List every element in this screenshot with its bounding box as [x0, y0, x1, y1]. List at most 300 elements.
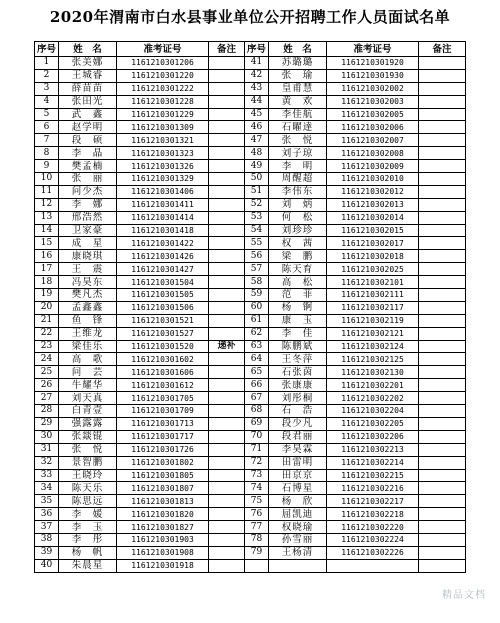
- note-cell: [419, 185, 466, 198]
- page-title: 2020年渭南市白水县事业单位公开招聘工作人员面试名单: [49, 8, 451, 26]
- note-cell: [209, 469, 245, 482]
- table-row: [35, 301, 466, 314]
- name-cell: 陈天乐: [59, 482, 117, 495]
- name-cell: 朱晨星: [59, 559, 117, 572]
- note-cell: [419, 160, 466, 173]
- name-cell: 石曜達: [269, 121, 327, 134]
- note-cell: [419, 469, 466, 482]
- exam-id-cell: 1161210301426: [117, 250, 209, 263]
- seq-cell: 71: [245, 443, 269, 456]
- note-cell: [209, 301, 245, 314]
- name-cell: 陈思远: [59, 495, 117, 508]
- seq-cell: 38: [35, 533, 59, 546]
- seq-cell: 73: [245, 469, 269, 482]
- note-cell: [419, 546, 466, 559]
- note-cell: [419, 340, 466, 353]
- note-cell: [209, 160, 245, 173]
- exam-id-cell: 1161210302006: [327, 121, 419, 134]
- exam-id-cell: 1161210301418: [117, 224, 209, 237]
- exam-id-cell: 1161210302002: [327, 82, 419, 95]
- exam-id-cell: 1161210301807: [117, 482, 209, 495]
- seq-cell: 48: [245, 147, 269, 160]
- note-cell: [209, 289, 245, 302]
- name-cell: 张 悦: [269, 134, 327, 147]
- exam-id-cell: 1161210301827: [117, 521, 209, 534]
- seq-cell: 79: [245, 546, 269, 559]
- exam-id-cell: 1161210302015: [327, 224, 419, 237]
- name-cell: 李佳航: [269, 108, 327, 121]
- table-row: [35, 134, 466, 147]
- note-cell: [209, 417, 245, 430]
- exam-id-cell: 1161210302216: [327, 482, 419, 495]
- seq-cell: 61: [245, 314, 269, 327]
- note-cell: 递补: [209, 340, 245, 353]
- exam-id-cell: 1161210302003: [327, 95, 419, 108]
- note-cell: [419, 69, 466, 82]
- note-cell: [419, 250, 466, 263]
- header-seq: 序号: [35, 42, 59, 57]
- seq-cell: 39: [35, 546, 59, 559]
- name-cell: 刘 炳: [269, 198, 327, 211]
- exam-id-cell: 1161210301602: [117, 353, 209, 366]
- seq-cell: 8: [35, 147, 59, 160]
- exam-id-cell: 1161210301713: [117, 417, 209, 430]
- seq-cell: 12: [35, 198, 59, 211]
- exam-id-cell: 1161210302008: [327, 147, 419, 160]
- note-cell: [419, 108, 466, 121]
- note-cell: [209, 353, 245, 366]
- note-cell: [209, 147, 245, 160]
- seq-cell: 5: [35, 108, 59, 121]
- name-cell: 石博星: [269, 482, 327, 495]
- name-cell: 问少杰: [59, 185, 117, 198]
- exam-id-cell: 1161210301220: [117, 69, 209, 82]
- header-exam-id: 准考证号: [117, 42, 209, 57]
- name-cell: 李 玉: [59, 521, 117, 534]
- exam-id-cell: 1161210302025: [327, 263, 419, 276]
- note-cell: [419, 237, 466, 250]
- table-row: [35, 173, 466, 186]
- table-row: [35, 521, 466, 534]
- name-cell: 孟鑫鑫: [59, 301, 117, 314]
- exam-id-cell: 1161210301321: [117, 134, 209, 147]
- seq-cell: 62: [245, 327, 269, 340]
- name-cell: 赵学明: [59, 121, 117, 134]
- note-cell: [419, 147, 466, 160]
- name-cell: 樊凡杰: [59, 289, 117, 302]
- note-cell: [209, 211, 245, 224]
- seq-cell: 26: [35, 379, 59, 392]
- name-cell: 薛苗苗: [59, 82, 117, 95]
- name-cell: 景智鹏: [59, 456, 117, 469]
- exam-id-cell: 1161210301229: [117, 108, 209, 121]
- note-cell: [209, 366, 245, 379]
- table-row: [35, 108, 466, 121]
- name-cell: 梁 鹏: [269, 250, 327, 263]
- exam-id-cell: 1161210301908: [117, 546, 209, 559]
- name-cell: 成 星: [59, 237, 117, 250]
- exam-id-cell: 1161210301520: [117, 340, 209, 353]
- name-cell: 陈天育: [269, 263, 327, 276]
- header-name: 姓 名: [59, 42, 117, 57]
- seq-cell: 28: [35, 405, 59, 418]
- name-cell: 刘子琼: [269, 147, 327, 160]
- seq-cell: 67: [245, 392, 269, 405]
- name-cell: 何 松: [269, 211, 327, 224]
- name-cell: 皇甫慧: [269, 82, 327, 95]
- table-row: [35, 482, 466, 495]
- name-cell: 段少凡: [269, 417, 327, 430]
- name-cell: 王维龙: [59, 327, 117, 340]
- seq-cell: 20: [35, 301, 59, 314]
- name-cell: 鱼 锋: [59, 314, 117, 327]
- note-cell: [209, 95, 245, 108]
- exam-id-cell: 1161210302215: [327, 469, 419, 482]
- table-row: [35, 57, 466, 70]
- name-cell: 张燚锟: [59, 430, 117, 443]
- note-cell: [209, 173, 245, 186]
- seq-cell: 53: [245, 211, 269, 224]
- note-cell: [209, 121, 245, 134]
- seq-cell: 66: [245, 379, 269, 392]
- name-cell: 杨 锕: [269, 301, 327, 314]
- table-row: [35, 95, 466, 108]
- exam-id-cell: 1161210302130: [327, 366, 419, 379]
- note-cell: [419, 417, 466, 430]
- seq-cell: 35: [35, 495, 59, 508]
- name-cell: 王 震: [59, 263, 117, 276]
- exam-id-cell: 1161210301329: [117, 173, 209, 186]
- exam-id-cell: 1161210302013: [327, 198, 419, 211]
- exam-id-cell: 1161210301506: [117, 301, 209, 314]
- header-note: 备注: [419, 42, 466, 57]
- note-cell: [209, 224, 245, 237]
- name-cell: 张田光: [59, 95, 117, 108]
- name-cell: 杨 欣: [269, 495, 327, 508]
- note-cell: [419, 211, 466, 224]
- exam-id-cell: 1161210302214: [327, 456, 419, 469]
- note-cell: [419, 173, 466, 186]
- name-cell: 李 佳: [269, 327, 327, 340]
- table-row: [35, 469, 466, 482]
- table-row: [35, 533, 466, 546]
- note-cell: [419, 224, 466, 237]
- seq-cell: 49: [245, 160, 269, 173]
- seq-cell: 76: [245, 508, 269, 521]
- exam-id-cell: 1161210301527: [117, 327, 209, 340]
- seq-cell: 37: [35, 521, 59, 534]
- name-cell: 石 浩: [269, 405, 327, 418]
- name-cell: 樊孟楠: [59, 160, 117, 173]
- exam-id-cell: 1161210301606: [117, 366, 209, 379]
- exam-id-cell: 1161210301326: [117, 160, 209, 173]
- name-cell: 黄 欢: [269, 95, 327, 108]
- seq-cell: 56: [245, 250, 269, 263]
- table-row: [35, 443, 466, 456]
- seq-cell: 69: [245, 417, 269, 430]
- seq-cell: 64: [245, 353, 269, 366]
- note-cell: [419, 301, 466, 314]
- name-cell: 孙雪丽: [269, 533, 327, 546]
- note-cell: [209, 521, 245, 534]
- exam-id-cell: 1161210301805: [117, 469, 209, 482]
- seq-cell: 10: [35, 173, 59, 186]
- table-row: [35, 456, 466, 469]
- name-cell: 高 歌: [59, 353, 117, 366]
- table-row: [35, 327, 466, 340]
- table-row: [35, 353, 466, 366]
- note-cell: [419, 508, 466, 521]
- note-cell: [209, 185, 245, 198]
- name-cell: 王城睿: [59, 69, 117, 82]
- exam-id-cell: 1161210301411: [117, 198, 209, 211]
- exam-id-cell: 1161210301504: [117, 276, 209, 289]
- exam-id-cell: 1161210302119: [327, 314, 419, 327]
- exam-id-cell: 1161210301206: [117, 57, 209, 70]
- table-row: [35, 392, 466, 405]
- header-name: 姓 名: [269, 42, 327, 57]
- name-cell: 刘珍珍: [269, 224, 327, 237]
- note-cell: [419, 353, 466, 366]
- note-cell: [419, 559, 466, 572]
- seq-cell: 24: [35, 353, 59, 366]
- name-cell: 卫家豪: [59, 224, 117, 237]
- exam-id-cell: 1161210302202: [327, 392, 419, 405]
- seq-cell: 77: [245, 521, 269, 534]
- note-cell: [209, 82, 245, 95]
- exam-id-cell: 1161210302012: [327, 185, 419, 198]
- table-row: [35, 546, 466, 559]
- exam-id-cell: [327, 559, 419, 572]
- table-row: [35, 211, 466, 224]
- name-cell: 杨 帆: [59, 546, 117, 559]
- table-row: [35, 82, 466, 95]
- exam-id-cell: 1161210301709: [117, 405, 209, 418]
- exam-id-cell: 1161210302213: [327, 443, 419, 456]
- exam-id-cell: 1161210301309: [117, 121, 209, 134]
- name-cell: 王杨清: [269, 546, 327, 559]
- note-cell: [209, 379, 245, 392]
- exam-id-cell: 1161210301612: [117, 379, 209, 392]
- exam-id-cell: 1161210301705: [117, 392, 209, 405]
- exam-id-cell: 1161210302220: [327, 521, 419, 534]
- note-cell: [419, 495, 466, 508]
- name-cell: 梁佳乐: [59, 340, 117, 353]
- seq-cell: 54: [245, 224, 269, 237]
- seq-cell: 52: [245, 198, 269, 211]
- seq-cell: 11: [35, 185, 59, 198]
- exam-id-cell: 1161210301422: [117, 237, 209, 250]
- note-cell: [419, 482, 466, 495]
- seq-cell: 50: [245, 173, 269, 186]
- header-exam-id: 准考证号: [327, 42, 419, 57]
- note-cell: [209, 508, 245, 521]
- seq-cell: 9: [35, 160, 59, 173]
- table-row: [35, 160, 466, 173]
- name-cell: 李 娜: [59, 198, 117, 211]
- note-cell: [209, 546, 245, 559]
- seq-cell: 55: [245, 237, 269, 250]
- seq-cell: 16: [35, 250, 59, 263]
- table-row: [35, 495, 466, 508]
- seq-cell: 70: [245, 430, 269, 443]
- exam-id-cell: 1161210302125: [327, 353, 419, 366]
- table-row: [35, 508, 466, 521]
- interview-roster-table: [34, 41, 466, 573]
- name-cell: 康晓琪: [59, 250, 117, 263]
- note-cell: [209, 392, 245, 405]
- name-cell: 范 菲: [269, 289, 327, 302]
- table-row: [35, 289, 466, 302]
- exam-id-cell: 1161210301920: [327, 57, 419, 70]
- note-cell: [419, 430, 466, 443]
- exam-id-cell: 1161210301414: [117, 211, 209, 224]
- seq-cell: 27: [35, 392, 59, 405]
- table-row: [35, 366, 466, 379]
- exam-id-cell: 1161210302217: [327, 495, 419, 508]
- seq-cell: 4: [35, 95, 59, 108]
- name-cell: 苏璐璐: [269, 57, 327, 70]
- name-cell: 强露露: [59, 417, 117, 430]
- name-cell: 张美娜: [59, 57, 117, 70]
- seq-cell: 22: [35, 327, 59, 340]
- note-cell: [209, 327, 245, 340]
- exam-id-cell: 1161210301427: [117, 263, 209, 276]
- note-cell: [209, 250, 245, 263]
- note-cell: [209, 57, 245, 70]
- name-cell: 周醒超: [269, 173, 327, 186]
- seq-cell: 34: [35, 482, 59, 495]
- note-cell: [419, 82, 466, 95]
- exam-id-cell: 1161210302224: [327, 533, 419, 546]
- table-row: [35, 147, 466, 160]
- exam-id-cell: 1161210302007: [327, 134, 419, 147]
- note-cell: [419, 276, 466, 289]
- note-cell: [209, 533, 245, 546]
- name-cell: 田雷明: [269, 456, 327, 469]
- name-cell: 权晓瑜: [269, 521, 327, 534]
- table-row: [35, 405, 466, 418]
- header-seq: 序号: [245, 42, 269, 57]
- note-cell: [209, 134, 245, 147]
- name-cell: 康 玉: [269, 314, 327, 327]
- name-cell: 张 瑜: [269, 69, 327, 82]
- note-cell: [209, 198, 245, 211]
- note-cell: [419, 392, 466, 405]
- name-cell: 问 芸: [59, 366, 117, 379]
- note-cell: [419, 456, 466, 469]
- seq-cell: 60: [245, 301, 269, 314]
- exam-id-cell: 1161210302017: [327, 237, 419, 250]
- table-header-row: [35, 42, 466, 57]
- note-cell: [209, 108, 245, 121]
- name-cell: 冯昊东: [59, 276, 117, 289]
- exam-id-cell: 1161210302121: [327, 327, 419, 340]
- table-row: [35, 198, 466, 211]
- note-cell: [419, 263, 466, 276]
- note-cell: [209, 456, 245, 469]
- exam-id-cell: 1161210301813: [117, 495, 209, 508]
- note-cell: [209, 69, 245, 82]
- seq-cell: 18: [35, 276, 59, 289]
- seq-cell: 2: [35, 69, 59, 82]
- note-cell: [419, 443, 466, 456]
- exam-id-cell: 1161210301521: [117, 314, 209, 327]
- seq-cell: 45: [245, 108, 269, 121]
- seq-cell: 19: [35, 289, 59, 302]
- exam-id-cell: 1161210302010: [327, 173, 419, 186]
- name-cell: 张 悦: [59, 443, 117, 456]
- exam-id-cell: 1161210301802: [117, 456, 209, 469]
- seq-cell: 41: [245, 57, 269, 70]
- note-cell: [419, 405, 466, 418]
- seq-cell: 7: [35, 134, 59, 147]
- exam-id-cell: 1161210302124: [327, 340, 419, 353]
- name-cell: 权 茜: [269, 237, 327, 250]
- note-cell: [209, 405, 245, 418]
- table-row: [35, 121, 466, 134]
- seq-cell: 43: [245, 82, 269, 95]
- name-cell: 李伟东: [269, 185, 327, 198]
- note-cell: [209, 559, 245, 572]
- table-row: [35, 379, 466, 392]
- seq-cell: 14: [35, 224, 59, 237]
- name-cell: 石张茵: [269, 366, 327, 379]
- table-row: [35, 237, 466, 250]
- note-cell: [419, 521, 466, 534]
- exam-id-cell: 1161210301323: [117, 147, 209, 160]
- exam-id-cell: 1161210302206: [327, 430, 419, 443]
- exam-id-cell: 1161210302201: [327, 379, 419, 392]
- table-row: [35, 276, 466, 289]
- exam-id-cell: 1161210302204: [327, 405, 419, 418]
- name-cell: 张康康: [269, 379, 327, 392]
- name-cell: 刘天真: [59, 392, 117, 405]
- seq-cell: 59: [245, 289, 269, 302]
- note-cell: [209, 237, 245, 250]
- exam-id-cell: 1161210302218: [327, 508, 419, 521]
- name-cell: 牛耀华: [59, 379, 117, 392]
- seq-cell: 29: [35, 417, 59, 430]
- seq-cell: 21: [35, 314, 59, 327]
- name-cell: 白青壹: [59, 405, 117, 418]
- seq-cell: 33: [35, 469, 59, 482]
- table-row: [35, 263, 466, 276]
- seq-cell: 32: [35, 456, 59, 469]
- exam-id-cell: 1161210301406: [117, 185, 209, 198]
- note-cell: [209, 263, 245, 276]
- exam-id-cell: 1161210301228: [117, 95, 209, 108]
- seq-cell: 72: [245, 456, 269, 469]
- name-cell: 张 丽: [59, 173, 117, 186]
- table-row: [35, 69, 466, 82]
- seq-cell: 17: [35, 263, 59, 276]
- name-cell: [269, 559, 327, 572]
- table-row: [35, 314, 466, 327]
- seq-cell: 78: [245, 533, 269, 546]
- note-cell: [209, 482, 245, 495]
- seq-cell: 1: [35, 57, 59, 70]
- exam-id-cell: 1161210302226: [327, 546, 419, 559]
- exam-id-cell: 1161210301930: [327, 69, 419, 82]
- seq-cell: 58: [245, 276, 269, 289]
- seq-cell: 30: [35, 430, 59, 443]
- exam-id-cell: 1161210302009: [327, 160, 419, 173]
- note-cell: [419, 198, 466, 211]
- table-row: [35, 417, 466, 430]
- name-cell: 段 硕: [59, 134, 117, 147]
- seq-cell: 42: [245, 69, 269, 82]
